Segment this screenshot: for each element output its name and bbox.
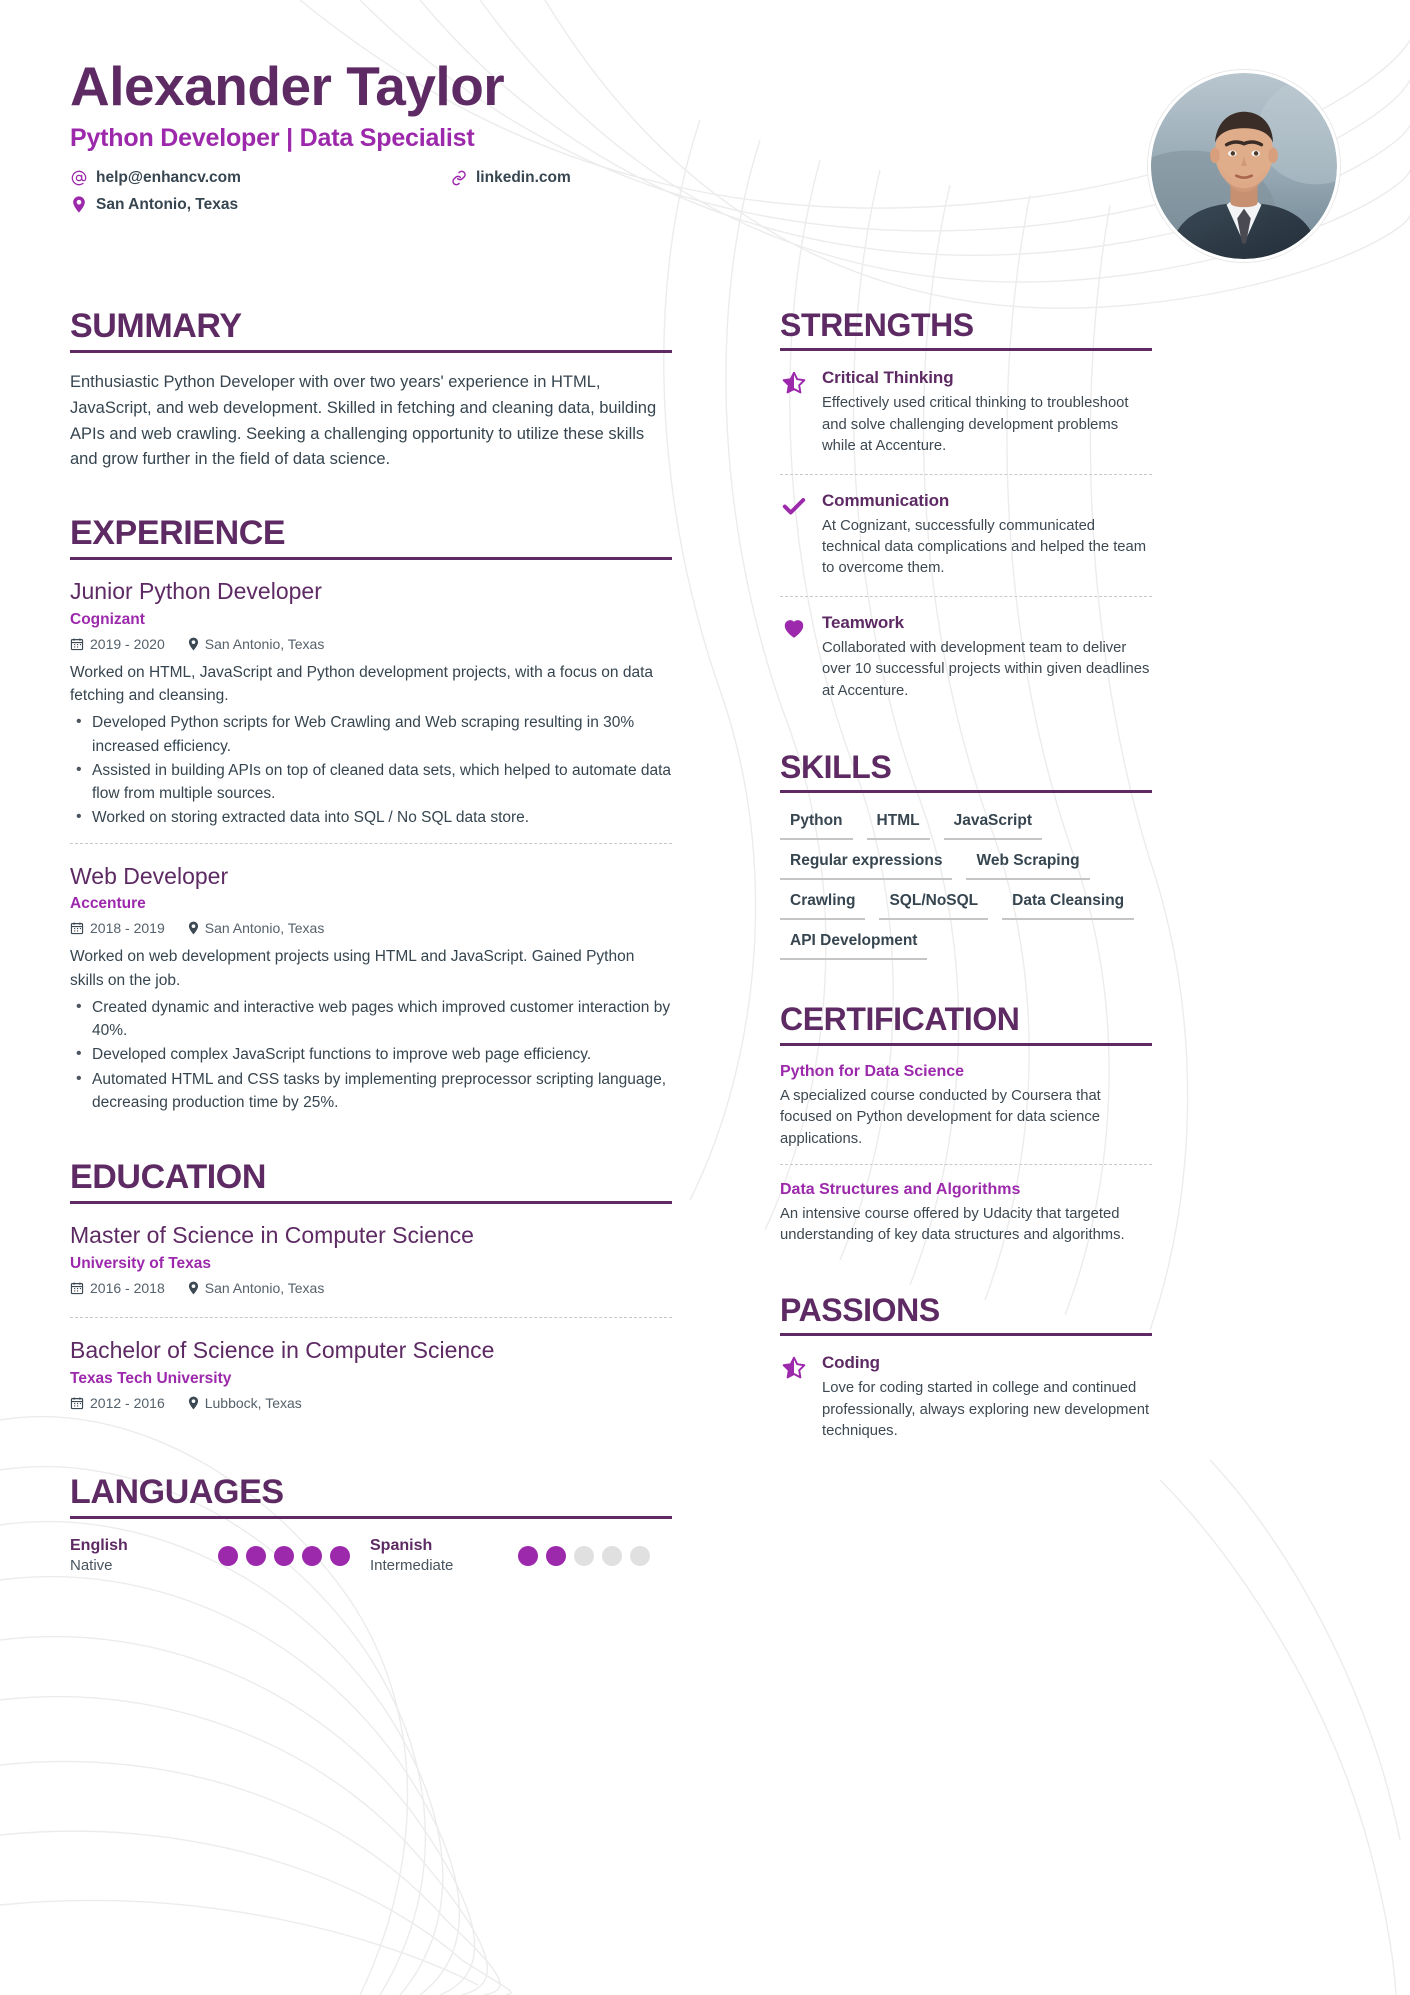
location-pin-icon (188, 637, 199, 651)
education-school: University of Texas (70, 1255, 211, 1273)
list-item: • Created dynamic and interactive web pages which improved customer interaction by 40%. (70, 996, 672, 1043)
location-text: San Antonio, Texas (204, 1280, 325, 1297)
date-range-text: 2019 - 2020 (90, 635, 165, 652)
section-heading-strengths: STRENGTHS (780, 307, 974, 343)
skill-chip: Data Cleansing (1002, 890, 1134, 920)
calendar-icon (70, 921, 84, 935)
experience-title: Junior Python Developer (70, 578, 322, 605)
experience-bullets (70, 711, 672, 829)
skill-chip: Web Scraping (966, 850, 1089, 880)
language-name: English (70, 1537, 128, 1555)
section-certification (780, 1002, 1152, 1260)
date-range (70, 1280, 165, 1296)
rating-dot-empty (574, 1546, 594, 1566)
date-range-text: 2016 - 2018 (90, 1280, 165, 1297)
education-school: Texas Tech University (70, 1369, 232, 1387)
strength-description: Effectively used critical thinking to troubleshoot and solve challenging development problems while at Accenture. (822, 395, 1129, 455)
strength-body (822, 613, 1152, 702)
link-icon (450, 170, 467, 186)
location (188, 1280, 325, 1296)
contact-location-text: San Antonio, Texas (96, 195, 239, 213)
section-experience (70, 515, 672, 1127)
list-item: • Assisted in building APIs on top of cleaned data sets, which helped to automate data flow from multiple sources. (70, 759, 672, 806)
list-item: • Worked on storing extracted data into SQL / No SQL data store. (70, 806, 672, 829)
section-rule (70, 557, 672, 560)
skill-chip: API Development (780, 930, 927, 960)
passion-description: Love for coding started in college and continued professionally, always exploring new development techniques. (822, 1380, 1150, 1439)
date-range (70, 1395, 165, 1411)
language-list (70, 1536, 672, 1576)
skill-chip: SQL/NoSQL (879, 890, 988, 920)
passion-item (780, 1353, 1152, 1458)
contact-location (70, 196, 450, 214)
skill-list (780, 810, 1152, 960)
half-star-icon (780, 368, 808, 457)
strength-description: At Cognizant, successfully communicated technical data complications and helped the team to overcome them. (822, 517, 1147, 577)
contact-email[interactable] (70, 169, 450, 187)
rating-dot-filled (274, 1546, 294, 1566)
resume-columns (70, 308, 1340, 1584)
location (188, 920, 325, 936)
education-meta (70, 1280, 672, 1296)
language-level: Native (70, 1557, 113, 1575)
page-title: Alexander Taylor (70, 55, 505, 117)
calendar-icon (70, 1281, 84, 1295)
resume-header (70, 55, 1340, 308)
section-skills (780, 750, 1152, 960)
rating-dot-filled (546, 1546, 566, 1566)
certification-title: Python for Data Science (780, 1062, 965, 1080)
section-education (70, 1159, 672, 1432)
skill-chip: HTML (867, 810, 930, 840)
certification-title: Data Structures and Algorithms (780, 1181, 1021, 1198)
passion-title: Coding (822, 1353, 880, 1373)
experience-entry (70, 577, 672, 843)
section-summary (70, 308, 672, 473)
location-pin-icon (70, 196, 87, 213)
rating-dot-filled (246, 1546, 266, 1566)
section-passions (780, 1293, 1152, 1459)
section-heading-education: EDUCATION (70, 1158, 266, 1197)
language-name: Spanish (370, 1537, 433, 1555)
check-icon (780, 491, 808, 580)
contact-row (70, 196, 770, 214)
education-entry (70, 1221, 672, 1317)
section-rule (780, 348, 1152, 351)
section-rule (780, 790, 1152, 793)
section-rule (70, 1516, 672, 1519)
calendar-icon (70, 637, 84, 651)
education-entry (70, 1317, 672, 1432)
certification-description: A specialized course conducted by Coursera that focused on Python development for data science applications. (780, 1087, 1101, 1147)
right-column (780, 308, 1152, 1584)
section-heading-certification: CERTIFICATION (780, 1001, 1020, 1038)
language-info (370, 1536, 518, 1576)
date-range (70, 920, 165, 936)
experience-entry (70, 843, 672, 1128)
calendar-icon (70, 1396, 84, 1410)
location-text: San Antonio, Texas (204, 635, 325, 652)
experience-description: Worked on web development projects using HTML and JavaScript. Gained Python skills on the job. (70, 948, 635, 989)
strength-title: Communication (822, 490, 950, 510)
date-range-text: 2012 - 2016 (90, 1394, 165, 1411)
profile-photo (1151, 73, 1337, 259)
rating-dot-filled (518, 1546, 538, 1566)
strength-body (822, 491, 1152, 580)
contact-list (70, 169, 770, 214)
job-title: Python Developer | Data Specialist (70, 123, 475, 152)
certification-description: An intensive course offered by Udacity that targeted understanding of key data structures and algorithms. (780, 1206, 1125, 1244)
section-heading-summary: SUMMARY (70, 307, 242, 345)
summary-text: Enthusiastic Python Developer with over two years' experience in HTML, JavaScript, and web development. Skilled in fetching and cleaning data, building APIs and web crawling. Seeking a challenging opportunity to utilize these skills and grow further in the field of data science. (70, 373, 657, 469)
date-range-text: 2018 - 2019 (90, 920, 165, 937)
section-rule (780, 1043, 1152, 1046)
passion-body (822, 1353, 1152, 1442)
list-item: • Automated HTML and CSS tasks by implementing preprocessor scripting language, decreasing production time by 25%. (70, 1068, 672, 1115)
strength-body (822, 368, 1152, 457)
location-pin-icon (188, 921, 199, 935)
section-strengths (780, 308, 1152, 718)
location (188, 1395, 302, 1411)
education-degree: Master of Science in Computer Science (70, 1222, 474, 1249)
contact-linkedin-text: linkedin.com (476, 168, 571, 186)
rating-dot-empty (630, 1546, 650, 1566)
list-item: • Developed complex JavaScript functions to improve web page efficiency. (70, 1043, 672, 1066)
strength-description: Collaborated with development team to deliver over 10 successful projects within given deadlines at Accenture. (822, 639, 1150, 699)
contact-linkedin[interactable] (450, 169, 571, 187)
certification-item (780, 1164, 1152, 1261)
language-item (70, 1536, 370, 1576)
location-pin-icon (188, 1396, 199, 1410)
list-item: • Developed Python scripts for Web Crawling and Web scraping resulting in 30% increased efficiency. (70, 711, 672, 758)
section-heading-passions: PASSIONS (780, 1291, 940, 1328)
rating-dot-filled (302, 1546, 322, 1566)
language-rating (518, 1546, 650, 1566)
section-rule (780, 1333, 1152, 1336)
strength-item (780, 596, 1152, 718)
language-level: Intermediate (370, 1557, 454, 1575)
section-rule (70, 1201, 672, 1204)
strength-item (780, 474, 1152, 596)
experience-bullets (70, 996, 672, 1114)
language-item (370, 1536, 670, 1576)
location-pin-icon (188, 1281, 199, 1295)
heart-icon (780, 613, 808, 702)
education-degree: Bachelor of Science in Computer Science (70, 1337, 495, 1364)
at-icon (70, 170, 87, 186)
experience-meta (70, 636, 672, 652)
left-column (70, 308, 690, 1584)
section-languages (70, 1474, 672, 1576)
section-heading-languages: LANGUAGES (70, 1472, 284, 1511)
rating-dot-empty (602, 1546, 622, 1566)
experience-meta (70, 920, 672, 936)
contact-row (70, 169, 770, 187)
language-info (70, 1536, 218, 1576)
strength-title: Teamwork (822, 612, 905, 632)
skill-chip: Python (780, 810, 853, 840)
avatar (1148, 70, 1340, 262)
location (188, 636, 325, 652)
rating-dot-filled (330, 1546, 350, 1566)
skill-chip: JavaScript (944, 810, 1042, 840)
skill-chip: Regular expressions (780, 850, 952, 880)
contact-email-text: help@enhancv.com (96, 168, 241, 186)
experience-title: Web Developer (70, 862, 229, 889)
date-range (70, 636, 165, 652)
experience-company: Cognizant (70, 610, 145, 628)
experience-description: Worked on HTML, JavaScript and Python development projects, with a focus on data fetching and cleansing. (70, 663, 653, 705)
certification-item (780, 1063, 1152, 1164)
rating-dot-filled (218, 1546, 238, 1566)
skill-chip: Crawling (780, 890, 865, 920)
experience-company: Accenture (70, 895, 146, 913)
strength-title: Critical Thinking (822, 368, 954, 388)
section-heading-skills: SKILLS (780, 749, 892, 786)
location-text: San Antonio, Texas (204, 920, 325, 937)
language-rating (218, 1546, 350, 1566)
section-rule (70, 350, 672, 353)
education-meta (70, 1395, 672, 1411)
section-heading-experience: EXPERIENCE (70, 513, 286, 552)
strength-item (780, 368, 1152, 473)
half-star-icon (780, 1353, 808, 1442)
location-text: Lubbock, Texas (204, 1394, 302, 1411)
